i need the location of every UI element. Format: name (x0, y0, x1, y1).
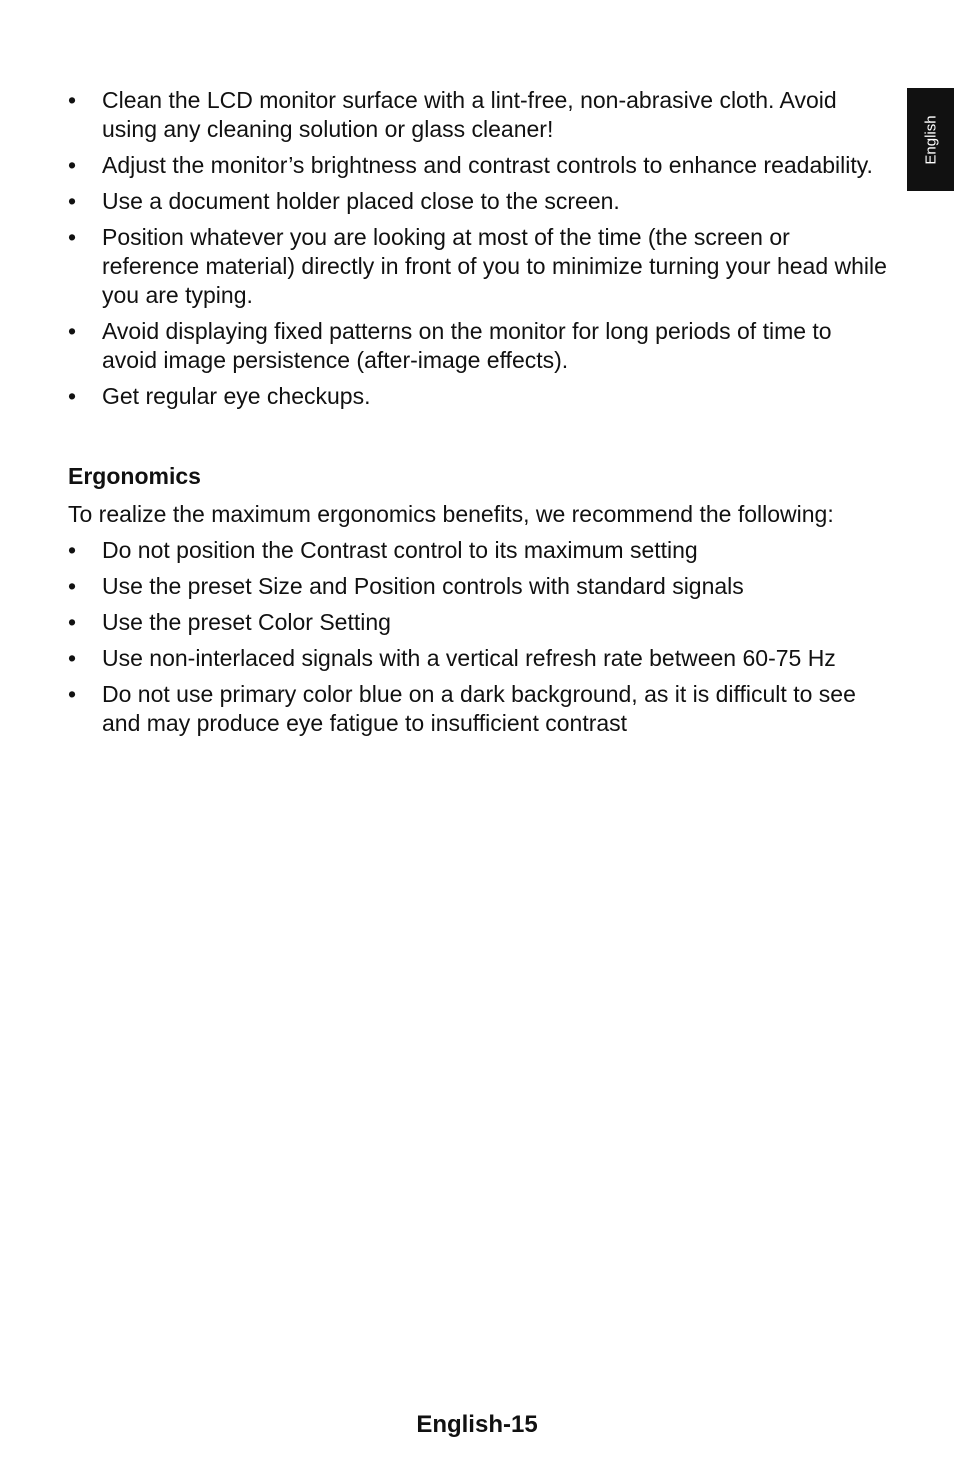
list-item (68, 382, 888, 411)
list-item-text: Position whatever you are looking at most of the time (the screen or reference material) directly in front of you to minimize turning your head while you are typing. (102, 224, 887, 308)
bullet-icon: • (68, 681, 77, 707)
language-tab-label: English (922, 114, 939, 165)
bullet-icon: • (68, 87, 77, 113)
ergonomics-list (68, 536, 888, 738)
bullet-icon: • (68, 318, 77, 344)
bullet-icon: • (68, 645, 77, 671)
language-tab (907, 88, 954, 191)
list-item-text: Use the preset Size and Position controls with standard signals (102, 573, 744, 599)
list-item (68, 151, 888, 180)
list-item-text: Avoid displaying fixed patterns on the monitor for long periods of time to avoid image persistence (after-image effects). (102, 318, 832, 373)
list-item (68, 608, 888, 637)
page-content (68, 86, 888, 745)
list-item (68, 536, 888, 565)
ergonomics-heading: Ergonomics (68, 463, 201, 489)
tips-list (68, 86, 888, 411)
bullet-icon: • (68, 188, 77, 214)
list-item-text: Get regular eye checkups. (102, 383, 371, 409)
list-item-text: Do not use primary color blue on a dark background, as it is difficult to see and may produce eye fatigue to insufficient contrast (102, 681, 856, 736)
bullet-icon: • (68, 224, 77, 250)
list-item (68, 644, 888, 673)
list-item (68, 223, 888, 310)
list-item-text: Do not position the Contrast control to its maximum setting (102, 537, 698, 563)
list-item-text: Use non-interlaced signals with a vertical refresh rate between 60-75 Hz (102, 645, 836, 671)
list-item (68, 187, 888, 216)
bullet-icon: • (68, 152, 77, 178)
bullet-icon: • (68, 383, 77, 409)
list-item (68, 317, 888, 375)
list-item-text: Clean the LCD monitor surface with a lint-free, non-abrasive cloth. Avoid using any cleaning solution or glass cleaner! (102, 87, 837, 142)
page-number: English-15 (416, 1411, 538, 1438)
list-item (68, 572, 888, 601)
bullet-icon: • (68, 537, 77, 563)
list-item (68, 680, 888, 738)
bullet-icon: • (68, 609, 77, 635)
list-item-text: Adjust the monitor’s brightness and contrast controls to enhance readability. (102, 152, 873, 178)
bullet-icon: • (68, 573, 77, 599)
list-item (68, 86, 888, 144)
ergonomics-intro: To realize the maximum ergonomics benefits, we recommend the following: (68, 501, 834, 527)
list-item-text: Use the preset Color Setting (102, 609, 391, 635)
list-item-text: Use a document holder placed close to the screen. (102, 188, 620, 214)
